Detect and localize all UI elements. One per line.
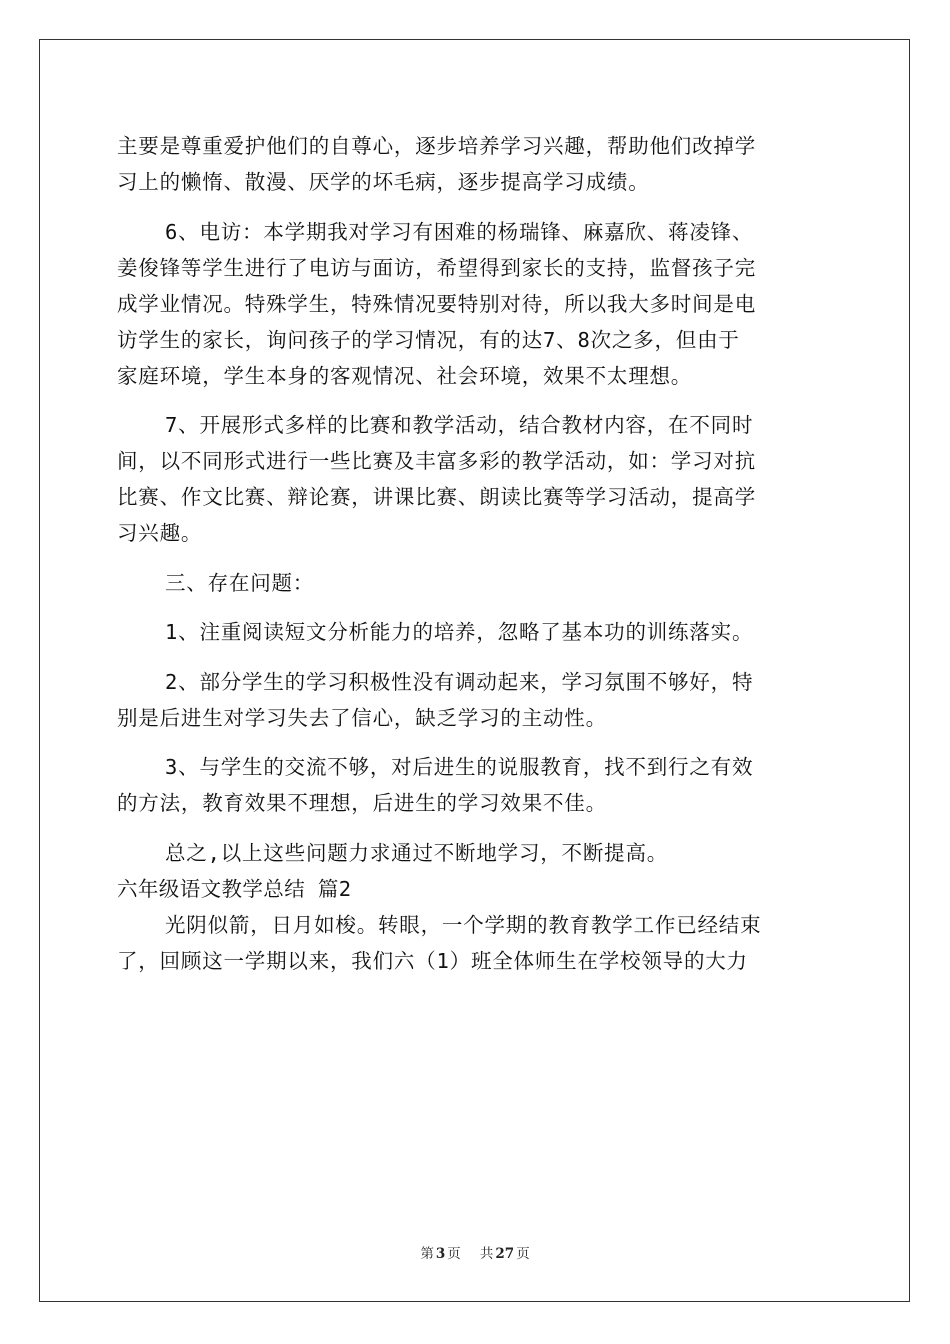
text-line: 7、开展形式多样的比赛和教学活动，结合教材内容，在不同时 (165, 413, 754, 437)
text-line: 习兴趣。 (117, 521, 203, 545)
section-heading: 六年级语文教学总结 篇2 (117, 876, 352, 901)
footer-total-prefix: 共 (479, 1246, 494, 1262)
text-line: 成学业情况。特殊学生，特殊情况要特别对待，所以我大多时间是电 (117, 291, 756, 316)
document-body (117, 128, 833, 979)
text-line: 了，回顾这一学期以来，我们六（1）班全体师生在学校领导的大力 (117, 948, 748, 973)
footer-current-page: 3 (435, 1246, 446, 1262)
page-footer (0, 1242, 950, 1262)
text-line: 总之,以上这些问题力求通过不断地学习，不断提高。 (165, 840, 669, 865)
text-line: 间，以不同形式进行一些比赛及丰富多彩的教学活动，如：学习对抗 (117, 449, 756, 473)
text-line: 的方法，教育效果不理想，后进生的学习效果不佳。 (117, 791, 607, 815)
footer-page-suffix: 页 (447, 1246, 461, 1262)
text-line: 比赛、作文比赛、辩论赛，讲课比赛、朗读比赛等学习活动，提高学 (117, 485, 756, 509)
text-line: 习上的懒惰、散漫、厌学的坏毛病，逐步提高学习成绩。 (117, 170, 650, 194)
text-line: 访学生的家长，询问孩子的学习情况，有的达7、8次之多，但由于 (117, 327, 740, 352)
text-line: 别是后进生对学习失去了信心，缺乏学习的主动性。 (117, 705, 607, 730)
paragraph-gap (117, 551, 833, 565)
paragraph-gap (117, 736, 833, 750)
paragraph-gap (117, 601, 833, 615)
footer-page-prefix: 第 (420, 1246, 434, 1262)
paragraph-gap (117, 394, 833, 408)
paragraph-gap (117, 200, 833, 214)
text-line: 主要是尊重爱护他们的自尊心，逐步培养学习兴趣，帮助他们改掉学 (117, 134, 756, 158)
text-line: 光阴似箭，日月如梭。转眼，一个学期的教育教学工作已经结束 (165, 912, 762, 937)
text-line: 6、电访：本学期我对学习有困难的杨瑞锋、麻嘉欣、蒋凌锋、 (165, 219, 754, 244)
text-line: 三、存在问题： (165, 570, 315, 595)
text-line: 3、与学生的交流不够，对后进生的说服教育，找不到行之有效 (165, 755, 754, 779)
paragraph-gap (117, 650, 833, 664)
text-line: 2、部分学生的学习积极性没有调动起来，学习氛围不够好，特 (165, 669, 754, 694)
text-line: 1、注重阅读短文分析能力的培养，忽略了基本功的训练落实。 (165, 620, 754, 644)
footer-total-suffix: 页 (516, 1246, 530, 1262)
text-line: 姜俊锋等学生进行了电访与面访，希望得到家长的支持，监督孩子完 (117, 255, 756, 280)
text-line: 家庭环境，学生本身的客观情况、社会环境，效果不太理想。 (117, 363, 693, 388)
paragraph-gap (117, 821, 833, 835)
footer-total-pages: 27 (495, 1246, 515, 1262)
